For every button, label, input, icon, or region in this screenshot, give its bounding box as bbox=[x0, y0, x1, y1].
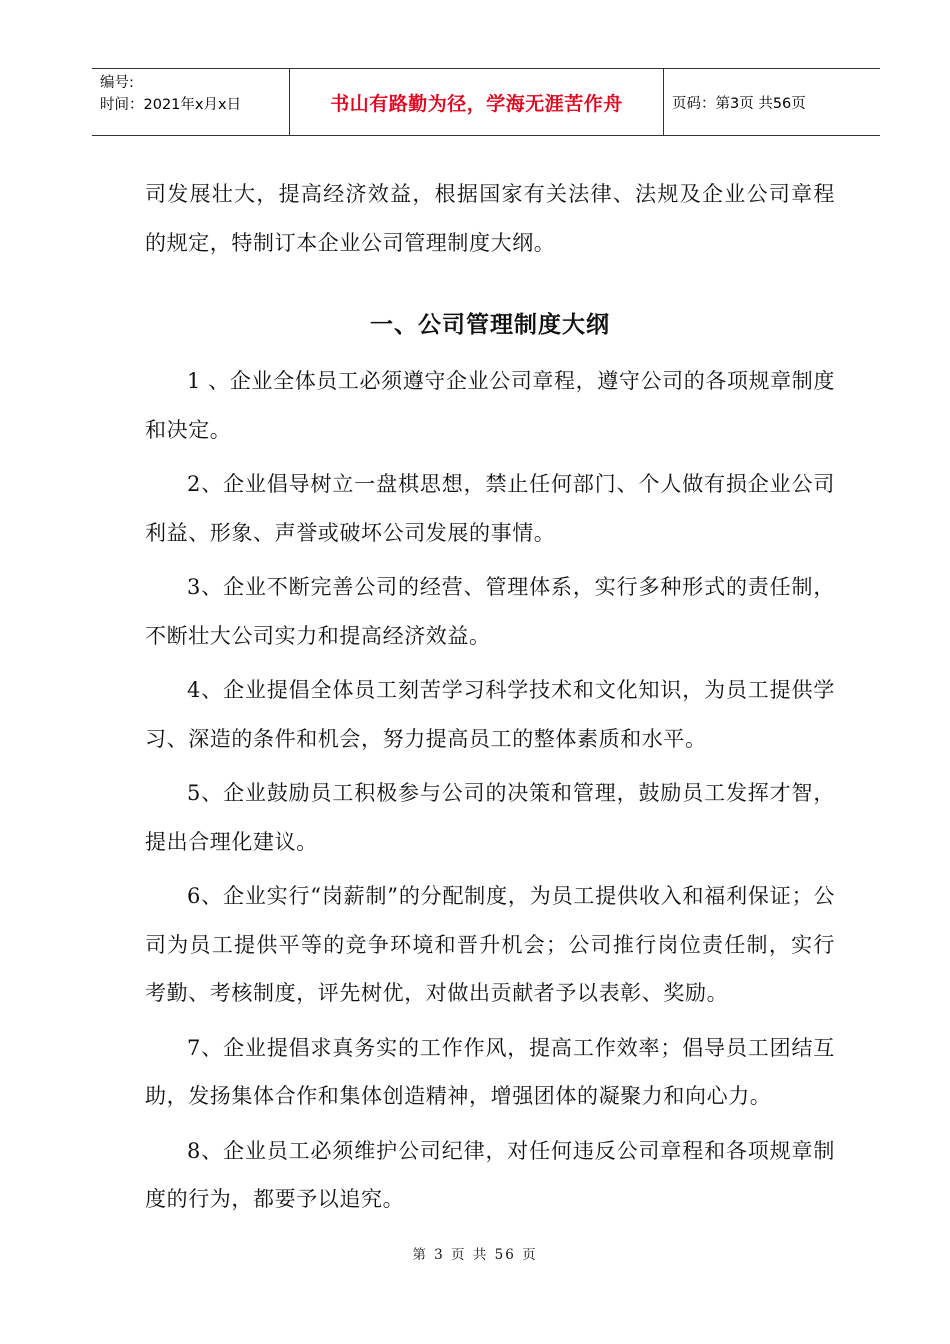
section-title: 一、公司管理制度大纲 bbox=[370, 312, 610, 338]
list-item-1: 1 、企业全体员工必须遵守企业公司章程，遵守公司的各项规章制度和决定。 bbox=[145, 369, 835, 442]
header-motto-cell bbox=[290, 69, 664, 135]
header-page-cell bbox=[664, 69, 880, 135]
list-item-3: 3、企业不断完善公司的经营、管理体系，实行多种形式的责任制，不断壮大公司实力和提高经济效益。 bbox=[145, 575, 835, 648]
list-item-2: 2、企业倡导树立一盘棋思想，禁止任何部门、个人做有损企业公司利益、形象、声誉或破坏公司发展的事情。 bbox=[145, 472, 835, 545]
document-number-label: 编号: bbox=[100, 75, 134, 91]
header-motto: 书山有路勤为径，学海无涯苦作舟 bbox=[330, 92, 623, 115]
list-item-6: 6、企业实行“岗薪制”的分配制度，为员工提供收入和福利保证；公司为员工提供平等的竞争环境和晋升机会；公司推行岗位责任制，实行考勤、考核制度，评先树优，对做出贡献者予以表彰、奖励。 bbox=[145, 884, 835, 1005]
page-footer bbox=[0, 1243, 950, 1263]
intro-paragraph: 司发展壮大，提高经济效益，根据国家有关法律、法规及企业公司章程的规定，特制订本企业公司管理制度大纲。 bbox=[145, 182, 835, 255]
header-meta-cell bbox=[92, 69, 290, 135]
document-header bbox=[92, 68, 880, 136]
list-item-5: 5、企业鼓励员工积极参与公司的决策和管理，鼓励员工发挥才智，提出合理化建议。 bbox=[145, 781, 835, 854]
list-item-8: 8、企业员工必须维护公司纪律，对任何违反公司章程和各项规章制度的行为，都要予以追究。 bbox=[145, 1138, 835, 1211]
document-time-label: 时间：2021年x月x日 bbox=[100, 97, 242, 113]
list-item-4: 4、企业提倡全体员工刻苦学习科学技术和文化知识，为员工提供学习、深造的条件和机会，努力提高员工的整体素质和水平。 bbox=[145, 678, 835, 751]
header-page-number: 页码：第3页 共56页 bbox=[672, 95, 806, 112]
footer-page-number: 第 3 页 共 56 页 bbox=[412, 1247, 538, 1263]
list-item-7: 7、企业提倡求真务实的工作作风，提高工作效率；倡导员工团结互助，发扬集体合作和集体创造精神，增强团体的凝聚力和向心力。 bbox=[145, 1035, 835, 1108]
document-body bbox=[145, 170, 835, 1224]
